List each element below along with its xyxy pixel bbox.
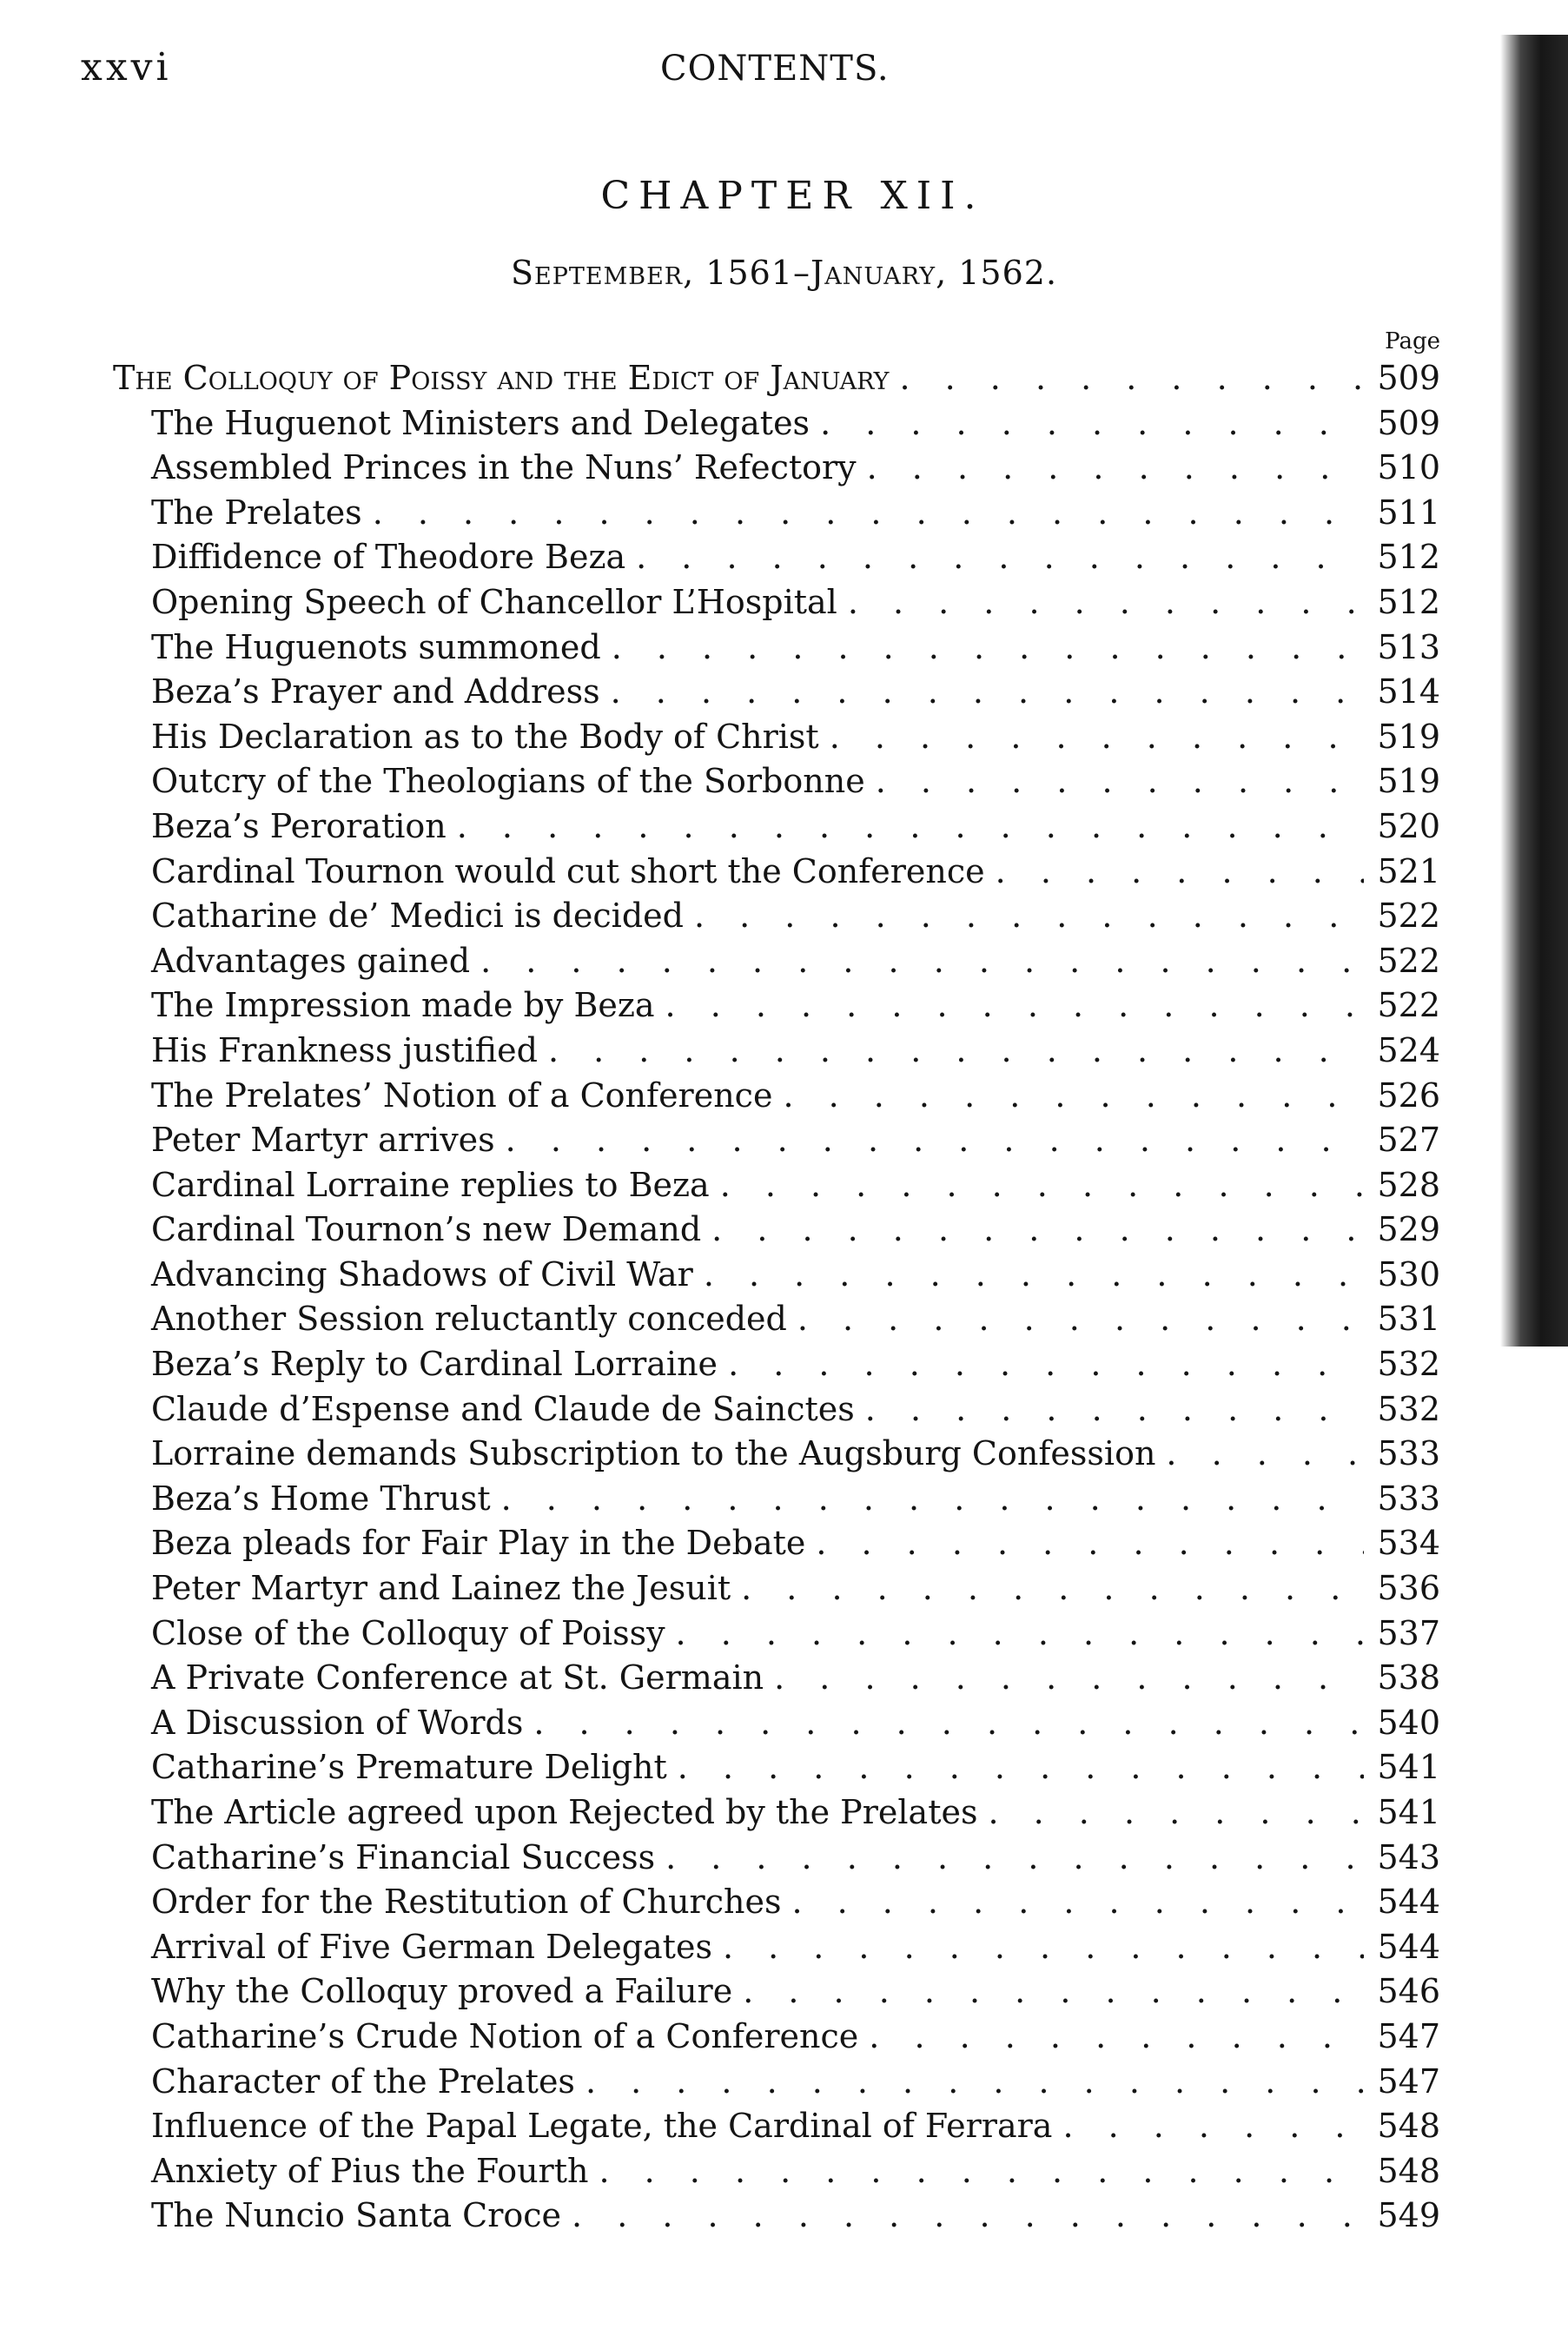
toc-entry-page: 520 (1377, 806, 1440, 845)
toc-entry (113, 2104, 1440, 2149)
toc-entry (113, 1297, 1440, 1342)
toc-entry (113, 1611, 1440, 1657)
toc-entry-title: Opening Speech of Chancellor L’Hospital (151, 582, 837, 621)
toc-entry-page: 538 (1377, 1658, 1440, 1697)
toc-entry-page: 511 (1377, 493, 1440, 532)
toc-entry-title: Beza pleads for Fair Play in the Debate (151, 1524, 806, 1563)
toc-entry-page: 522 (1377, 897, 1440, 936)
toc-entry-title: His Frankness justified (151, 1030, 538, 1069)
toc-entry (113, 401, 1440, 447)
running-title: CONTENTS. (660, 49, 890, 89)
toc-entry-title: Catharine’s Premature Delight (151, 1748, 667, 1787)
toc-entry (113, 1790, 1440, 1836)
toc-entry-page: 522 (1377, 941, 1440, 980)
toc-entry-title: Cardinal Tournon’s new Demand (151, 1210, 702, 1249)
toc-entry (113, 1029, 1440, 1074)
dot-leader (728, 1342, 1364, 1387)
dot-leader (636, 535, 1364, 580)
toc-entry-page: 532 (1377, 1345, 1440, 1384)
toc-entry-title: Advancing Shadows of Civil War (151, 1254, 693, 1294)
dot-leader (865, 1387, 1364, 1433)
toc-entry-title: Beza’s Prayer and Address (151, 672, 600, 711)
dot-leader (723, 1925, 1364, 1970)
toc-entry (113, 2015, 1440, 2060)
dot-leader (665, 983, 1364, 1029)
toc-entry-title: Assembled Princes in the Nuns’ Refectory (151, 448, 857, 487)
dot-leader (848, 580, 1364, 625)
dot-leader (612, 625, 1364, 671)
toc-entry-title: Beza’s Home Thrust (151, 1479, 491, 1518)
dot-leader (457, 804, 1364, 850)
toc-entry-title: Peter Martyr and Lainez the Jesuit (151, 1569, 731, 1608)
toc-entry (113, 1118, 1440, 1163)
toc-entry (113, 1477, 1440, 1522)
toc-entry-title: Character of the Prelates (151, 2061, 575, 2101)
toc-entry (113, 1163, 1440, 1208)
toc-entry-page: 521 (1377, 851, 1440, 890)
dot-leader (783, 1074, 1364, 1119)
toc-entry-title: A Private Conference at St. Germain (151, 1658, 764, 1697)
toc-entry (113, 894, 1440, 939)
chapter-dates: September, 1561–January, 1562. (510, 254, 1058, 292)
toc-entry-title: Cardinal Lorraine replies to Beza (151, 1165, 710, 1204)
toc-entry-page: 534 (1377, 1524, 1440, 1563)
toc-entry (113, 535, 1440, 580)
toc-entry-page: 536 (1377, 1569, 1440, 1608)
toc-entry-page: 512 (1377, 582, 1440, 621)
dot-leader (797, 1297, 1364, 1342)
chapter-heading: CHAPTER XII. (600, 174, 985, 218)
page-number: xxvi (81, 45, 172, 89)
toc-entry-page: 514 (1377, 672, 1440, 711)
toc-entry (113, 1701, 1440, 1746)
toc-entry (113, 1745, 1440, 1790)
dot-leader (816, 1521, 1364, 1566)
dot-leader (599, 2149, 1364, 2194)
toc-entry-title: His Declaration as to the Body of Christ (151, 717, 819, 756)
dot-leader (876, 759, 1364, 804)
toc-entry (113, 1253, 1440, 1298)
toc-entry-title: Beza’s Reply to Cardinal Lorraine (151, 1345, 718, 1384)
toc-entry-page: 519 (1377, 717, 1440, 756)
toc-entry-title: Peter Martyr arrives (151, 1121, 495, 1160)
toc-entry-title: The Impression made by Beza (151, 986, 655, 1025)
toc-entry (113, 580, 1440, 625)
toc-entry (113, 1925, 1440, 1970)
toc-entry (113, 1521, 1440, 1566)
toc-entry-page: 510 (1377, 448, 1440, 487)
toc-entry (113, 491, 1440, 536)
toc-entry-page: 519 (1377, 762, 1440, 801)
toc-entry-title: Catharine de’ Medici is decided (151, 897, 684, 936)
toc-entry-page: 548 (1377, 2151, 1440, 2190)
scan-edge-shadow (1500, 35, 1568, 1347)
toc-entry-page: 509 (1377, 403, 1440, 442)
toc-entry-title: The Huguenots summoned (151, 627, 601, 666)
toc-entry-title: Catharine’s Crude Notion of a Conference (151, 2016, 859, 2055)
toc-entry-page: 527 (1377, 1121, 1440, 1160)
toc-entry-page: 532 (1377, 1389, 1440, 1428)
toc-entry (113, 1880, 1440, 1925)
toc-entry-page: 522 (1377, 986, 1440, 1025)
dot-leader (704, 1253, 1364, 1298)
dot-leader (774, 1656, 1364, 1701)
toc-entry-page: 543 (1377, 1837, 1440, 1876)
toc-entry (113, 670, 1440, 715)
dot-leader (711, 1208, 1364, 1253)
toc-main-entry (113, 356, 1440, 401)
dot-leader (988, 1790, 1364, 1836)
dot-leader (867, 446, 1364, 491)
toc-entry (113, 446, 1440, 491)
table-of-contents (113, 356, 1440, 2239)
toc-entry-title: Advantages gained (151, 941, 471, 980)
dot-leader (548, 1029, 1364, 1074)
toc-entry-title: Outcry of the Theologians of the Sorbonne (151, 762, 865, 801)
dot-leader (1166, 1432, 1364, 1477)
toc-entry-page: 533 (1377, 1434, 1440, 1473)
toc-entry-page: 549 (1377, 2196, 1440, 2235)
dot-leader (791, 1880, 1364, 1925)
toc-entry-title: Lorraine demands Subscription to the Augsburg Confession (151, 1434, 1156, 1473)
toc-entry-title: Influence of the Papal Legate, the Cardinal of Ferrara (151, 2107, 1053, 2146)
toc-entry (113, 715, 1440, 760)
toc-entry-page: 540 (1377, 1703, 1440, 1742)
dot-leader (741, 1566, 1364, 1611)
dot-leader (533, 1701, 1364, 1746)
dot-leader (899, 356, 1364, 401)
dot-leader (720, 1163, 1364, 1208)
toc-entry-page: 544 (1377, 1927, 1440, 1966)
toc-entry-page: 530 (1377, 1254, 1440, 1294)
dot-leader (676, 1611, 1364, 1657)
toc-entry-page: 512 (1377, 538, 1440, 577)
toc-entry-page: 531 (1377, 1300, 1440, 1339)
toc-entry (113, 1969, 1440, 2015)
dot-leader (996, 850, 1364, 895)
dot-leader (743, 1969, 1364, 2015)
toc-entry (113, 759, 1440, 804)
dot-leader (869, 2015, 1364, 2060)
toc-entry-page: 548 (1377, 2107, 1440, 2146)
toc-entry-title: Claude d’Espense and Claude de Sainctes (151, 1389, 855, 1428)
toc-entry (113, 2060, 1440, 2105)
toc-entry (113, 2149, 1440, 2194)
toc-entry-title: Anxiety of Pius the Fourth (151, 2151, 589, 2190)
toc-entry (113, 625, 1440, 671)
dot-leader (572, 2194, 1364, 2239)
toc-entry-title: The Prelates’ Notion of a Conference (151, 1075, 773, 1115)
toc-entry-title: Close of the Colloquy of Poissy (151, 1613, 665, 1652)
toc-entry-page: 547 (1377, 2061, 1440, 2101)
toc-entry (113, 850, 1440, 895)
toc-entry-title: The Huguenot Ministers and Delegates (151, 403, 810, 442)
toc-entry-title: Arrival of Five German Delegates (151, 1927, 712, 1966)
toc-entry (113, 939, 1440, 984)
toc-entry-page: 528 (1377, 1165, 1440, 1204)
toc-entry-title: Cardinal Tournon would cut short the Conference (151, 851, 985, 890)
dot-leader (694, 894, 1364, 939)
dot-leader (586, 2060, 1364, 2105)
toc-entry-title: The Prelates (151, 493, 362, 532)
toc-entry (113, 983, 1440, 1029)
toc-entry-page: 509 (1377, 359, 1440, 397)
toc-entry-page: 537 (1377, 1613, 1440, 1652)
toc-entry (113, 1208, 1440, 1253)
toc-entry-list (113, 401, 1440, 2239)
toc-entry-page: 541 (1377, 1748, 1440, 1787)
toc-entry (113, 804, 1440, 850)
toc-entry-title: The Nuncio Santa Croce (151, 2196, 562, 2235)
toc-entry (113, 1656, 1440, 1701)
dot-leader (678, 1745, 1364, 1790)
toc-entry-page: 546 (1377, 1972, 1440, 2011)
dot-leader (480, 939, 1364, 984)
toc-entry (113, 1342, 1440, 1387)
toc-entry-page: 533 (1377, 1479, 1440, 1518)
toc-entry-title: A Discussion of Words (151, 1703, 524, 1742)
dot-leader (611, 670, 1364, 715)
toc-entry (113, 1432, 1440, 1477)
toc-entry-title: Catharine’s Financial Success (151, 1837, 656, 1876)
toc-entry (113, 1387, 1440, 1433)
toc-entry-title: Beza’s Peroration (151, 806, 447, 845)
toc-entry-title: Order for the Restitution of Churches (151, 1883, 782, 1922)
toc-entry (113, 1074, 1440, 1119)
running-head (0, 45, 1568, 97)
toc-entry-page: 547 (1377, 2016, 1440, 2055)
toc-entry-page: 541 (1377, 1793, 1440, 1831)
dot-leader (665, 1836, 1364, 1881)
toc-entry-title: The Article agreed upon Rejected by the Prelates (151, 1793, 978, 1831)
toc-entry (113, 1566, 1440, 1611)
dot-leader (820, 401, 1364, 447)
page-column-label: Page (1385, 328, 1440, 354)
toc-entry-page: 524 (1377, 1030, 1440, 1069)
toc-entry-title: Why the Colloquy proved a Failure (151, 1972, 733, 2011)
dot-leader (1062, 2104, 1364, 2149)
dot-leader (373, 491, 1364, 536)
toc-entry (113, 2194, 1440, 2239)
dot-leader (830, 715, 1364, 760)
toc-entry-title: The Colloquy of Poissy and the Edict of January (113, 359, 890, 397)
toc-entry-page: 544 (1377, 1883, 1440, 1922)
dot-leader (501, 1477, 1364, 1522)
dot-leader (506, 1118, 1364, 1163)
toc-entry-page: 526 (1377, 1075, 1440, 1115)
toc-entry-title: Another Session reluctantly conceded (151, 1300, 787, 1339)
toc-entry-title: Diffidence of Theodore Beza (151, 538, 626, 577)
toc-entry-page: 513 (1377, 627, 1440, 666)
toc-entry (113, 1836, 1440, 1881)
toc-entry-page: 529 (1377, 1210, 1440, 1249)
